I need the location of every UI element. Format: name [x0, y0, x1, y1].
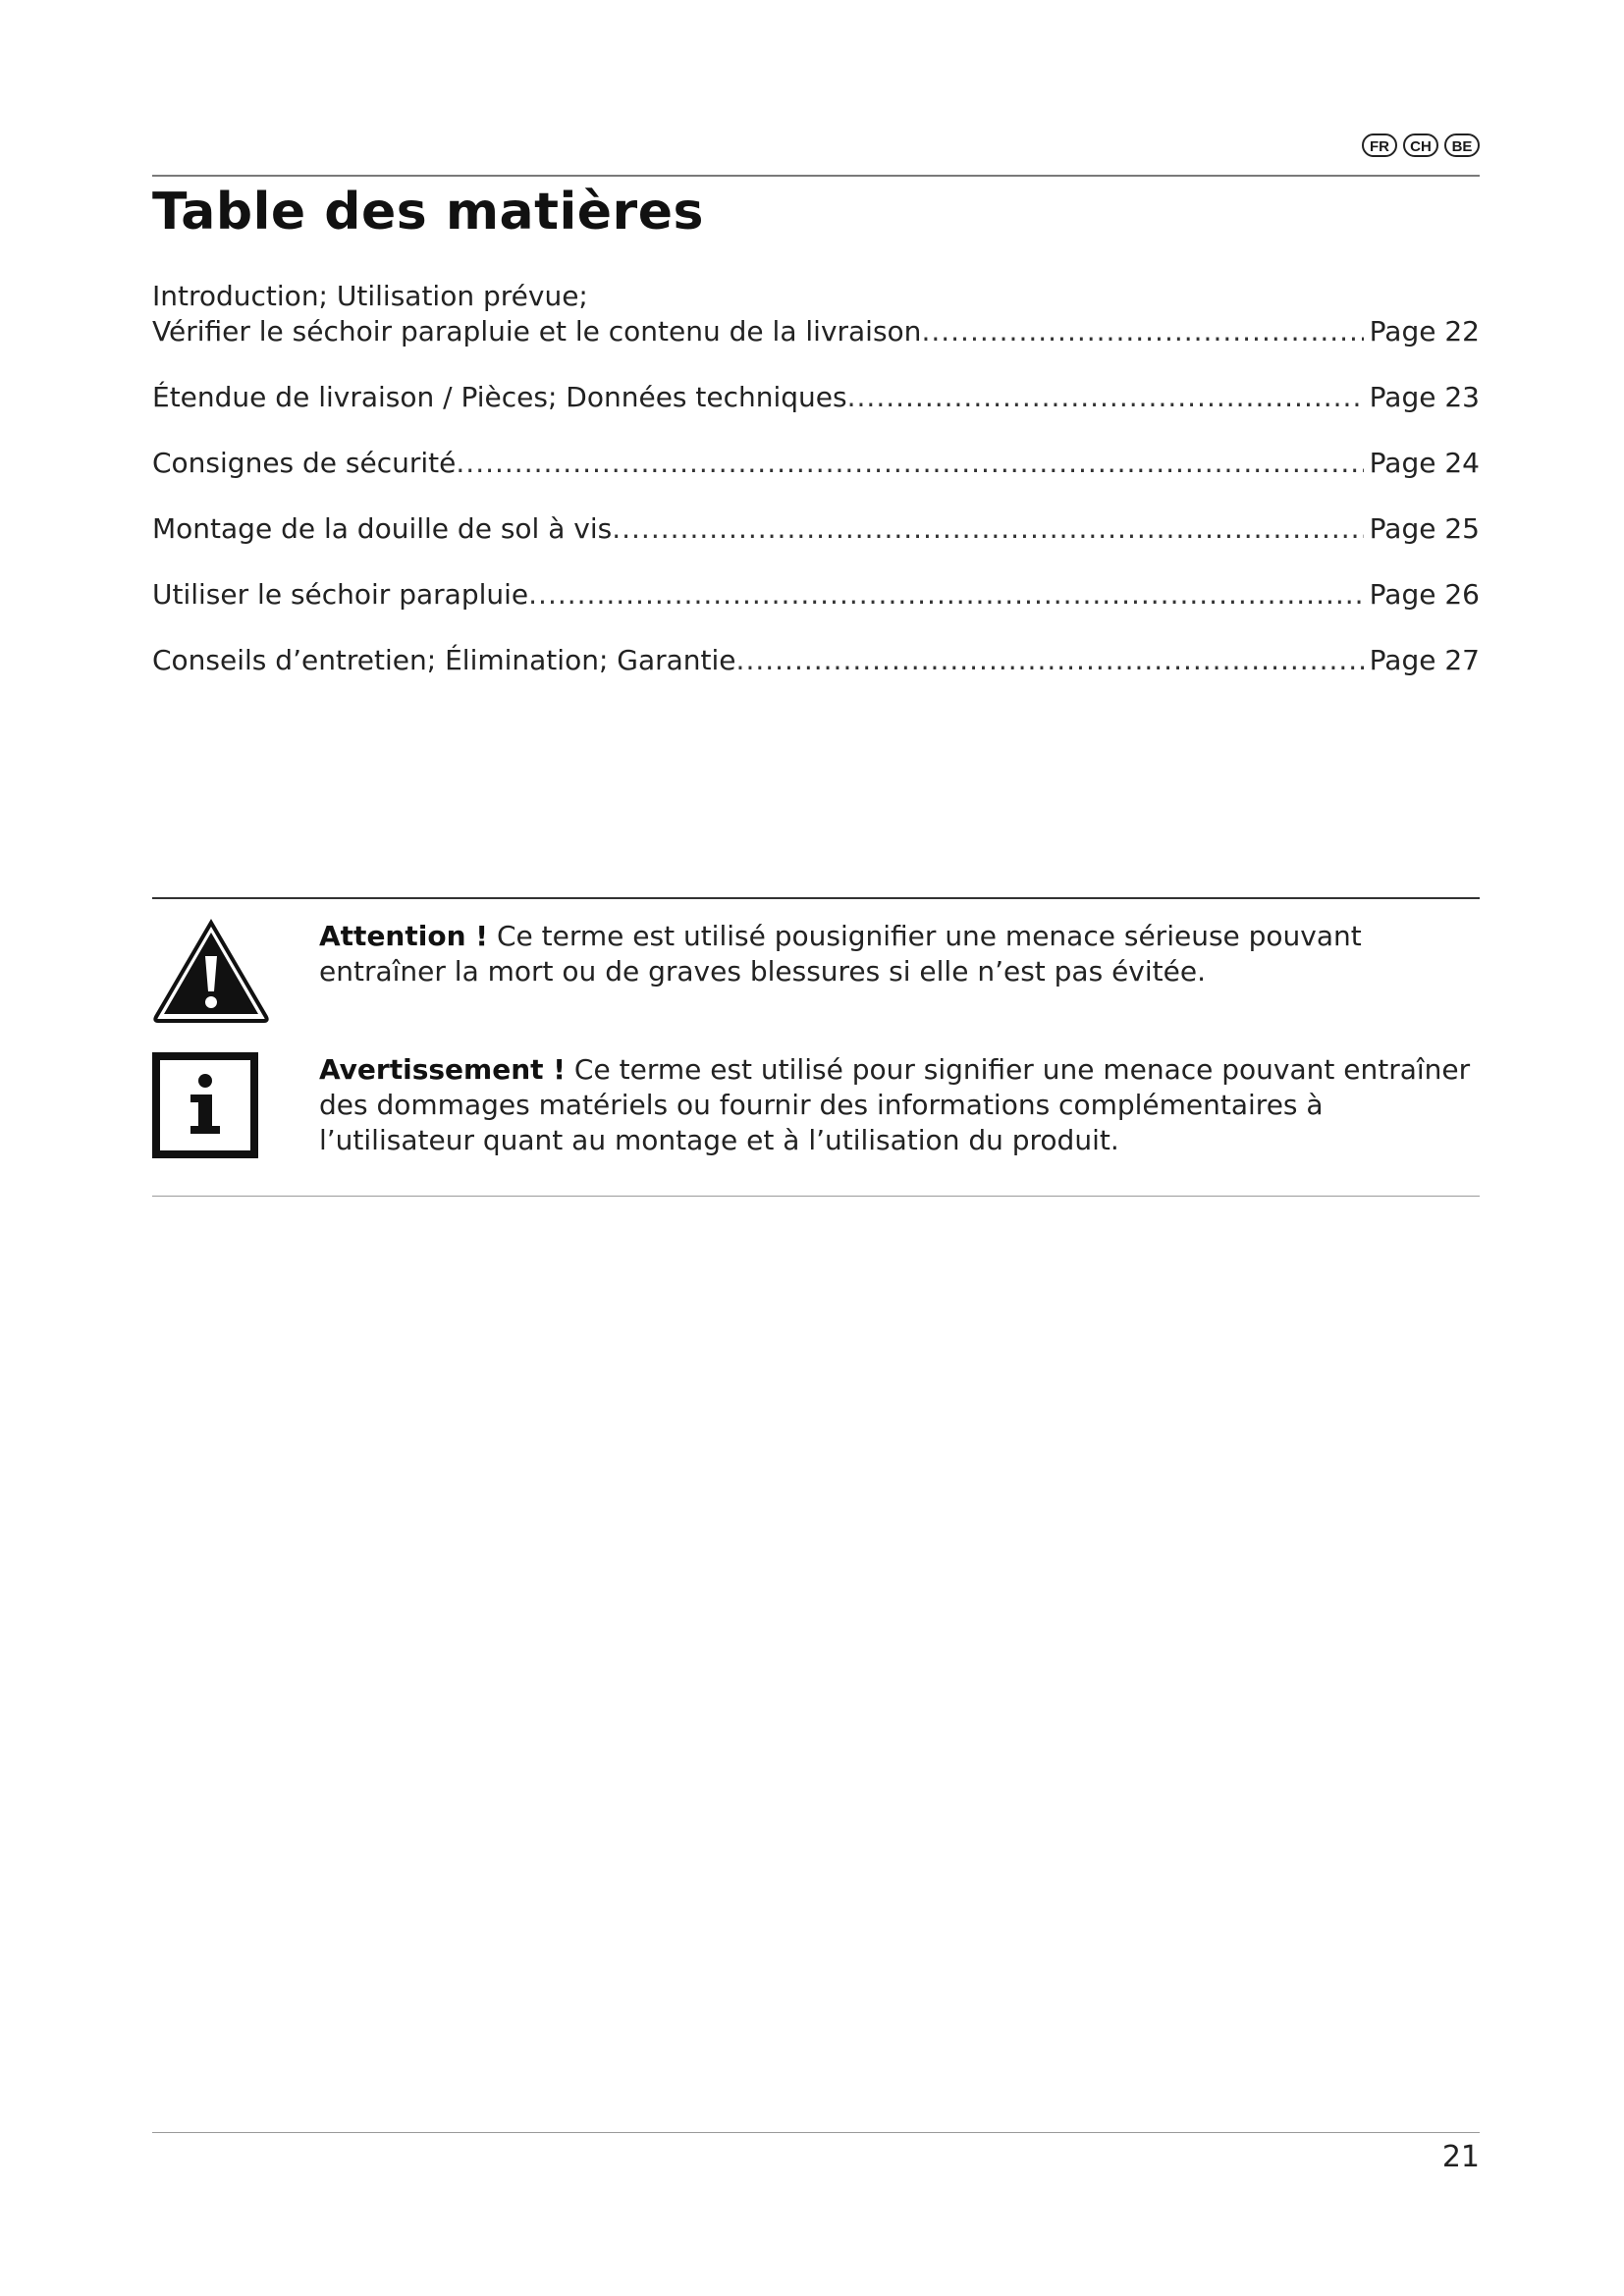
- lang-badge-be: BE: [1444, 133, 1480, 157]
- footer-rule: [152, 2132, 1480, 2133]
- info-body: Ce terme est utilisé pour signifier une menace pouvant entraîner des dommages matériels ou fournir des informations complémentaires à l’utilisateur quant au montage et à l’utilisation du produit.: [319, 1053, 1471, 1156]
- toc-entry-page: Page 27: [1369, 644, 1480, 676]
- toc-entry-page: Page 22: [1369, 315, 1480, 347]
- toc-entry-title: Vérifier le séchoir parapluie et le contenu de la livraison: [152, 315, 922, 347]
- info-notice: [152, 1052, 1480, 1158]
- warning-notice: [152, 919, 1480, 1027]
- toc-entry-title: Utiliser le séchoir parapluie: [152, 578, 529, 611]
- toc-entry-title: Consignes de sécurité: [152, 447, 457, 479]
- warning-notice-text: [319, 919, 1480, 1027]
- toc-leader-dots: [736, 643, 1364, 678]
- toc-entry-title: Étendue de livraison / Pièces; Données techniques: [152, 381, 847, 413]
- toc-entry-page: Page 26: [1369, 578, 1480, 611]
- toc-entry-page: Page 24: [1369, 447, 1480, 479]
- toc-entry[interactable]: [152, 446, 1480, 481]
- toc-entry[interactable]: [152, 643, 1480, 678]
- page-title: Table des matières: [152, 183, 704, 241]
- toc-entry-line1: Introduction; Utilisation prévue;: [152, 280, 588, 312]
- info-label: Avertissement !: [319, 1053, 567, 1086]
- warning-body: Ce terme est utilisé pousignifier une menace sérieuse pouvant entraîner la mort ou de graves blessures si elle n’est pas évitée.: [319, 920, 1362, 988]
- info-icon: [152, 1052, 258, 1158]
- toc-leader-dots: [921, 314, 1363, 349]
- toc-leader-dots: [528, 577, 1364, 613]
- language-badges: [1362, 133, 1480, 157]
- lang-badge-fr: FR: [1362, 133, 1397, 157]
- lang-badge-ch: CH: [1403, 133, 1438, 157]
- header-rule: [152, 175, 1480, 177]
- toc-entry[interactable]: [152, 380, 1480, 415]
- warning-label: Attention !: [319, 920, 489, 952]
- page-number: 21: [1441, 2140, 1480, 2174]
- toc-leader-dots: [612, 511, 1363, 547]
- toc-leader-dots: [456, 446, 1363, 481]
- toc-entry[interactable]: [152, 577, 1480, 613]
- toc-entry-title: Conseils d’entretien; Élimination; Garantie: [152, 644, 736, 676]
- toc-entry-page: Page 23: [1369, 381, 1480, 413]
- toc-entry[interactable]: [152, 279, 1480, 349]
- toc-entry[interactable]: [152, 511, 1480, 547]
- table-of-contents: [152, 279, 1480, 709]
- notice-top-rule: [152, 897, 1480, 899]
- toc-entry-page: Page 25: [1369, 512, 1480, 545]
- info-notice-text: [319, 1052, 1480, 1158]
- document-page: [152, 0, 1480, 2296]
- toc-entry-title: Montage de la douille de sol à vis: [152, 512, 613, 545]
- notice-bottom-rule: [152, 1196, 1480, 1197]
- toc-leader-dots: [847, 380, 1364, 415]
- warning-triangle-icon: [152, 919, 270, 1023]
